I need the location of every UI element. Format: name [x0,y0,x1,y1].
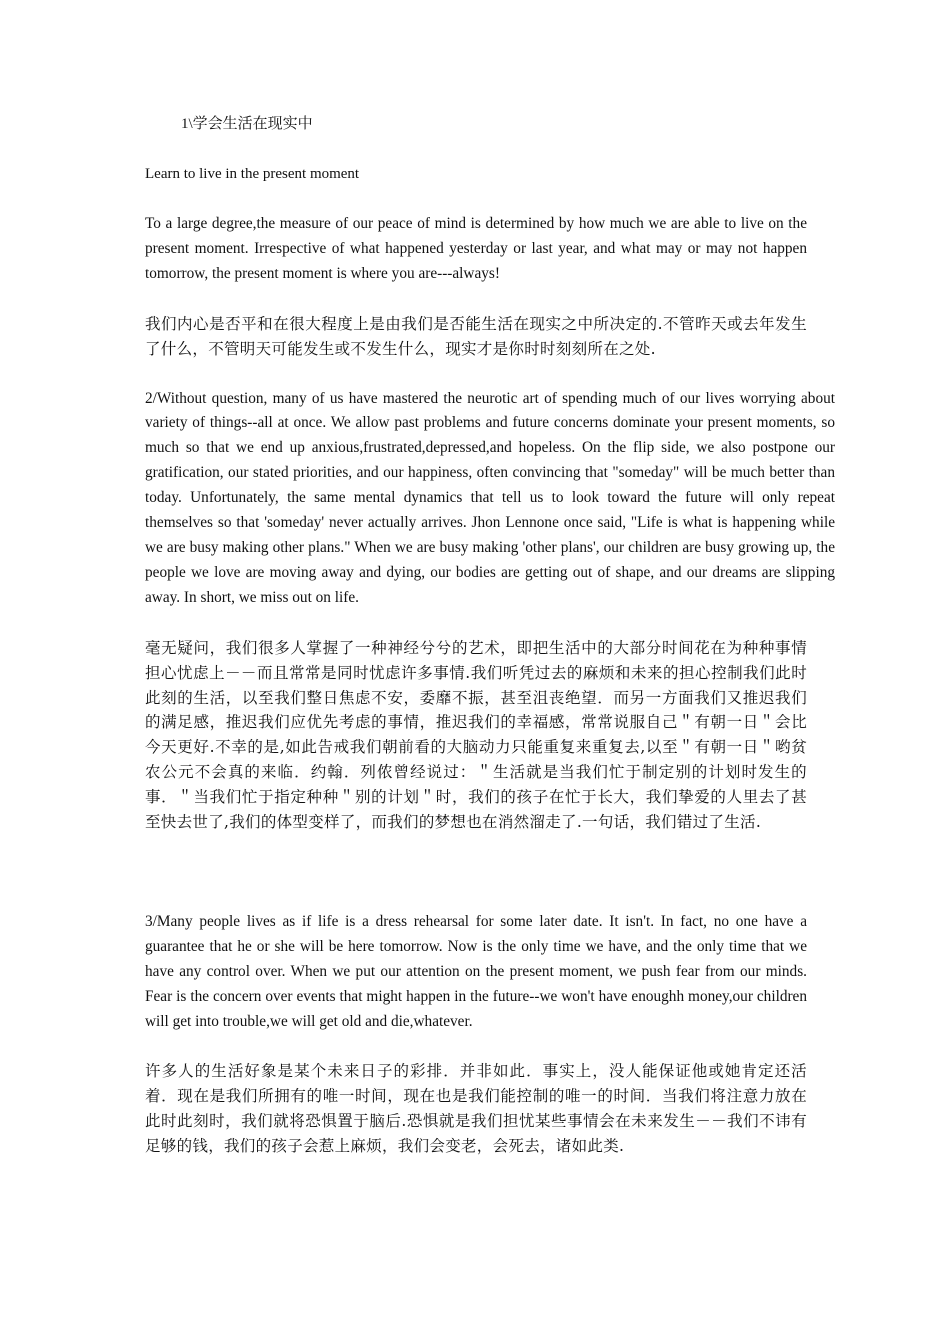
section-1-heading: 1\学会生活在现实中 [181,116,313,132]
section-1-english-title: Learn to live in the present moment [145,166,360,182]
section-3-chinese-paragraph: 许多人的生活好象是某个未来日子的彩排．并非如此．事实上，没人能保证他或她肯定还活着．现在是我们所拥有的唯一时间，现在也是我们能控制的唯一的时间．当我们将注意力放在此时此刻时，我们就将恐惧置于脑后.恐惧就是我们担忧某些事情会在未来发生－－我们不讳有足够的钱，我们的孩子会惹上麻烦，我们会变老，会死去，诸如此类. [145,1062,807,1156]
section-2-english-paragraph: 2/Without question, many of us have mastered the neurotic art of spending much of our lives worrying about variety of things--all at once. We allow past problems and future concerns dominate your present moments, so much so that we end up anxious,frustrated,depressed,and hopeless. On the flip side, we also postpone our gratification, our stated priorities, and our happiness, often convincing that "someday" will be much better than today. Unfortunately, the same mental dynamics that tell us to look toward the future will only repeat themselves so that 'someday' never actually arrives. Jhon Lennone once said, "Life is what is happening while we are busy making other plans." When we are busy making 'other plans', our children are busy growing up, the people we love are moving away and dying, our bodies are getting out of shape, and our dreams are slipping away. In short, we miss out on life. [145,389,835,606]
section-3-english-paragraph: 3/Many people lives as if life is a dress rehearsal for some later date. It isn't. In fact, no one have a guarantee that he or she will be here tomorrow. Now is the only time we have, and the only time that we have any control over. When we put our attention on the present moment, we push fear from our minds. Fear is the concern over events that might happen in the future--we won't have enoughh money,our children will get into trouble,we will get old and die,whatever. [145,912,807,1030]
section-2-chinese-paragraph: 毫无疑问，我们很多人掌握了一种神经兮兮的艺术，即把生活中的大部分时间花在为种种事情担心忧虑上－－而且常常是同时忧虑许多事情.我们听凭过去的麻烦和未来的担心控制我们此时此刻的生活，以至我们整日焦虑不安，委靡不振，甚至沮丧绝望．而另一方面我们又推迟我们的满足感，推迟我们应优先考虑的事情，推迟我们的幸福感，常常说服自己＂有朝一日＂会比今天更好.不幸的是,如此告戒我们朝前看的大脑动力只能重复来重复去,以至＂有朝一日＂哟贫农公元不会真的来临．约翰．列侬曾经说过：＂生活就是当我们忙于制定别的计划时发生的事．＂当我们忙于指定种种＂别的计划＂时，我们的孩子在忙于长大，我们挚爱的人里去了甚至快去世了,我们的体型变样了，而我们的梦想也在消然溜走了.一句话，我们错过了生活. [145,638,807,832]
section-1-english-paragraph: To a large degree,the measure of our peace of mind is determined by how much we are able to live on the present moment. Irrespective of what happened yesterday or last year, and what may or may not happen tomorrow, the present moment is where you are---always! [145,215,807,282]
section-1-chinese-paragraph: 我们内心是否平和在很大程度上是由我们是否能生活在现实之中所决定的.不管昨天或去年发生了什么，不管明天可能发生或不发生什么，现实才是你时时刻刻所在之处. [145,314,807,358]
section-spacer [145,860,835,910]
document-page [145,112,835,1184]
